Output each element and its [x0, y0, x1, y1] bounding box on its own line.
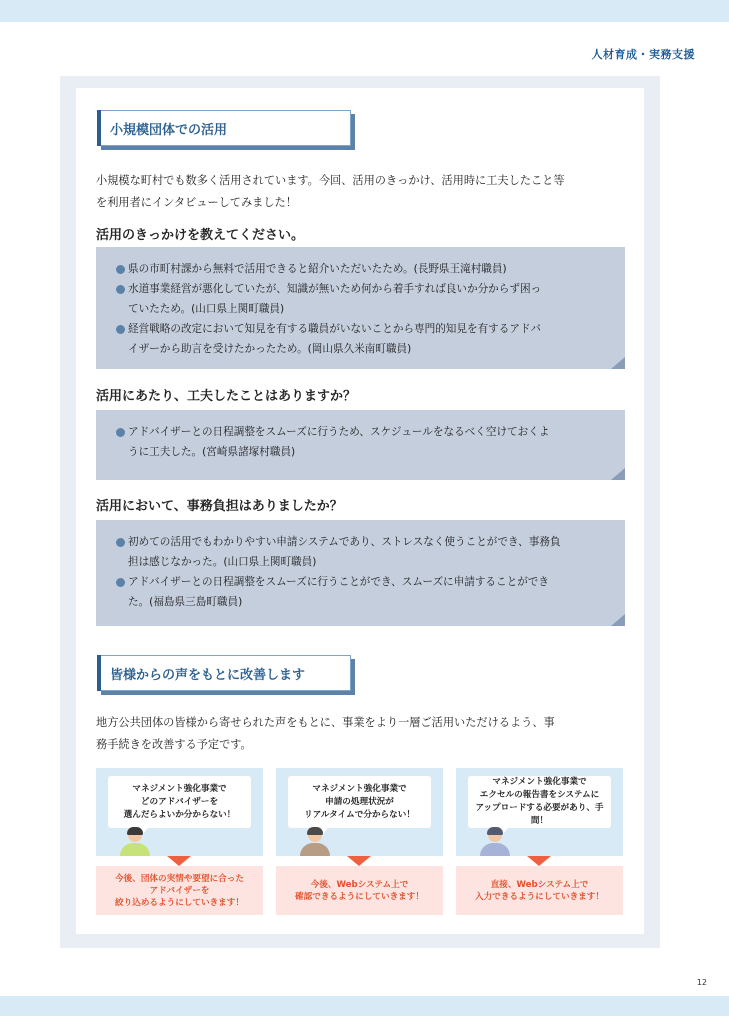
person-hair — [127, 827, 143, 835]
question-heading: 活用にあたり、工夫したことはありますか？ — [96, 389, 357, 404]
answer-box — [96, 247, 625, 369]
answer-line: 県の市町村課から無料で活用できると紹介いただいたため。(長野県王滝村職員) — [128, 263, 507, 275]
voice-line: エクセルの報告書をシステムに — [479, 790, 600, 800]
answer-item — [116, 319, 611, 359]
voice-line: 申請の処理状況が — [325, 796, 394, 807]
answer-line: 水道事業経営が悪化していたが、知識が無いため何から着手すれば良いか分からず困っ — [128, 283, 542, 295]
person-icon — [120, 828, 150, 856]
voice-card — [276, 768, 443, 915]
section-title-small-municipalities — [97, 110, 351, 146]
improvement-box — [276, 866, 443, 915]
person-icon — [480, 828, 510, 856]
answer-line: 経営戦略の改定において知見を有する職員がいないことから専門的知見を有するアドバ — [128, 323, 541, 335]
bullet-icon — [116, 428, 125, 437]
arrow-down-icon — [347, 856, 371, 866]
improvement-line: 入力できるようにしていきます！ — [475, 891, 604, 902]
voice-line: マネジメント強化事業で — [492, 777, 587, 787]
voice-line: マネジメント強化事業で — [312, 783, 407, 794]
answer-item — [116, 532, 611, 572]
person-hair — [487, 827, 503, 835]
improvement-line: 今後、Webシステム上で — [310, 879, 409, 890]
improvement-line: 絞り込めるようにしていきます！ — [115, 897, 244, 908]
answer-item — [116, 422, 611, 462]
voice-line: マネジメント強化事業で — [132, 783, 227, 794]
person-body — [480, 843, 510, 856]
improvement-line: アドバイザーを — [149, 885, 210, 896]
answer-line: イザーから助言を受けたかったため。(岡山県久米南町職員) — [128, 343, 412, 355]
bullet-icon — [116, 265, 125, 274]
answer-item — [116, 279, 611, 319]
person-icon — [300, 828, 330, 856]
answer-item — [116, 572, 611, 612]
answer-line: うに工夫した。(宮崎県諸塚村職員) — [128, 446, 296, 458]
voice-line: アップロードする必要があり、手間！ — [475, 803, 604, 826]
voice-card — [96, 768, 263, 915]
bottom-band — [0, 996, 729, 1016]
person-body — [300, 843, 330, 856]
person-body — [120, 843, 150, 856]
page-number: 12 — [696, 978, 707, 987]
speech-bubble — [108, 776, 251, 828]
intro-line: 務手続きを改善する予定です。 — [96, 738, 252, 751]
section1-intro — [96, 170, 636, 214]
answer-box — [96, 520, 625, 626]
arrow-down-icon — [527, 856, 551, 866]
speech-bubble — [288, 776, 431, 828]
section-title-improvements — [97, 655, 351, 691]
improvement-line: 確認できるようにしていきます！ — [295, 891, 424, 902]
speech-bubble — [468, 776, 611, 828]
answer-line: ていたため。(山口県上関町職員) — [128, 303, 285, 315]
voice-line: どのアドバイザーを — [140, 796, 219, 807]
bullet-icon — [116, 285, 125, 294]
improvement-box — [456, 866, 623, 915]
voice-card — [456, 768, 623, 915]
section2-intro — [96, 712, 636, 756]
answer-line: 初めての活用でもわかりやすい申請システムであり、ストレスなく使うことができ、事務負 — [128, 536, 561, 548]
question-heading: 活用のきっかけを教えてください。 — [96, 228, 305, 243]
improvement-line: 今後、団体の実情や要望に合った — [115, 873, 244, 884]
bullet-icon — [116, 578, 125, 587]
voice-line: リアルタイムで分からない！ — [304, 809, 415, 820]
improvement-box — [96, 866, 263, 915]
answer-line: 担は感じなかった。(山口県上関町職員) — [128, 556, 317, 568]
answer-line: た。(福島県三島町職員) — [128, 596, 243, 608]
answer-line: アドバイザーとの日程調整をスムーズに行うことができ、スムーズに申請することができ — [128, 576, 549, 588]
voice-line: 選んだらよいか分からない！ — [123, 809, 236, 820]
top-band — [0, 0, 729, 22]
intro-line: 小規模な町村でも数多く活用されています。今回、活用のきっかけ、活用時に工夫したこと等 — [96, 174, 565, 187]
intro-line: 地方公共団体の皆様から寄せられた声をもとに、事業をより一層ご活用いただけるよう、事 — [96, 716, 555, 729]
section-title-text: 皆様からの声をもとに改善します — [110, 667, 306, 683]
section-title-text: 小規模団体での活用 — [110, 122, 228, 138]
answer-item — [116, 259, 611, 279]
arrow-down-icon — [167, 856, 191, 866]
question-heading: 活用において、事務負担はありましたか？ — [96, 499, 343, 514]
header-label: 人材育成・実務支援 — [591, 48, 695, 61]
bullet-icon — [116, 325, 125, 334]
improvement-line: 直接、Webシステム上で — [490, 879, 589, 890]
bullet-icon — [116, 538, 125, 547]
answer-box — [96, 410, 625, 480]
answer-line: アドバイザーとの日程調整をスムーズに行うため、スケジュールをなるべく空けておくよ — [128, 426, 550, 438]
intro-line: を利用者にインタビューしてみました！ — [96, 196, 297, 209]
person-hair — [307, 827, 323, 835]
